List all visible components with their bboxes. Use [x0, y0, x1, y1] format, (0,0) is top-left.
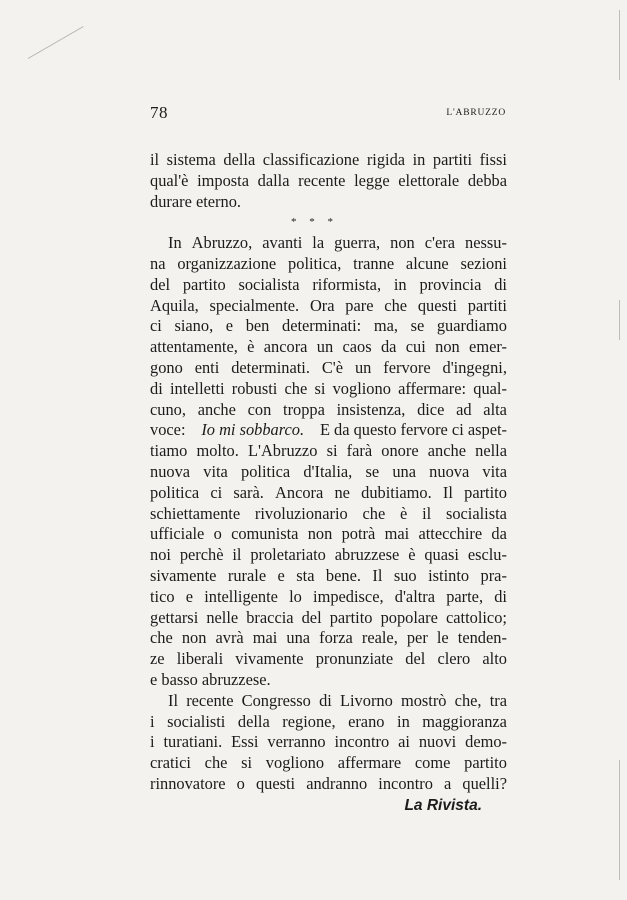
word: della [223, 150, 256, 169]
text-line [150, 774, 507, 795]
word: maggioranza [422, 711, 507, 731]
word: o [236, 773, 245, 793]
word: robusti [231, 378, 278, 398]
word: e [277, 565, 285, 585]
word: parte, [446, 586, 484, 606]
body-text [150, 150, 507, 817]
word: affermare: [398, 378, 467, 398]
word: erano [348, 711, 385, 731]
text-line [150, 254, 507, 275]
text-line [150, 524, 507, 545]
word: non [390, 233, 415, 253]
word: politica [241, 461, 291, 481]
text-line [150, 233, 507, 254]
word: sta [296, 565, 315, 585]
word: partito [464, 482, 507, 502]
word: alcune [405, 253, 449, 273]
word: il [422, 503, 432, 523]
word: Abruzzo, [191, 233, 253, 253]
word: gono [150, 357, 183, 377]
word: di [494, 586, 507, 606]
text-fragment: E da questo fervore ci aspet- [319, 420, 507, 440]
text-line [150, 566, 507, 587]
word: ben [245, 316, 270, 336]
word: molto. [196, 441, 239, 461]
word: in [412, 150, 426, 169]
word: ai [398, 732, 410, 752]
word: determinati: [282, 316, 362, 336]
text-line [150, 441, 507, 462]
text-line [150, 337, 507, 358]
word: intelletti [169, 378, 225, 398]
word: di [494, 274, 507, 294]
word: insistenza, [336, 399, 406, 419]
word: incontro [378, 773, 433, 793]
word: popolare [380, 607, 438, 627]
word: d'altra [394, 586, 436, 606]
word: anche [427, 441, 466, 461]
page-edge-line [619, 10, 620, 80]
page-edge-line [619, 300, 620, 340]
word: i [150, 732, 155, 752]
text-line: e basso abruzzese. [150, 669, 271, 689]
word: guerra, [334, 233, 381, 253]
word: di [319, 690, 332, 710]
word: i [150, 711, 155, 731]
word: gettarsi [150, 607, 199, 627]
word: vogliono [332, 378, 391, 398]
word: anche [197, 399, 236, 419]
word: rinnovatore [150, 773, 226, 793]
word: Ora [309, 295, 335, 315]
word: liberali [176, 649, 224, 669]
word: o [213, 524, 222, 544]
signature: La Rivista. [404, 796, 482, 814]
word: del [150, 274, 171, 294]
word: d'Italia, [303, 461, 353, 481]
word: vita [203, 461, 228, 481]
word: si [241, 753, 253, 773]
word: politica, [288, 253, 342, 273]
word: Il [372, 565, 383, 585]
word: socialista [238, 274, 300, 294]
word: na [150, 253, 166, 273]
word: una [286, 628, 311, 648]
word: elettorale [398, 170, 460, 190]
word: se [410, 316, 425, 336]
word: imposta [197, 170, 249, 190]
word: attentamente, [150, 337, 238, 357]
word: specialmente. [209, 295, 300, 315]
word: Livorno [339, 690, 393, 710]
word: troppa [283, 399, 325, 419]
word: reale, [361, 628, 398, 648]
word: provincia [419, 274, 482, 294]
word: incontro [334, 732, 390, 752]
text-line [150, 483, 507, 504]
word: che [384, 295, 408, 315]
word: Ancora [275, 482, 324, 502]
word: guardiamo [436, 316, 507, 336]
word: verranno [267, 732, 326, 752]
word: alto [482, 649, 507, 669]
word: legge [354, 170, 390, 190]
word: L'Abruzzo [248, 441, 318, 461]
word: ci [210, 482, 223, 502]
word: si [314, 378, 326, 398]
word: sistema [166, 150, 216, 169]
word: nella [475, 441, 507, 461]
text-line [150, 379, 507, 400]
word: istinto [428, 565, 470, 585]
word: avanti [262, 233, 303, 253]
word: C'è [321, 357, 344, 377]
word: nuova [429, 461, 470, 481]
text-line [150, 691, 507, 712]
text-fragment: voce: [150, 420, 186, 440]
word: partito [464, 753, 507, 773]
word: onore [381, 441, 419, 461]
text-line [150, 150, 507, 171]
word: partiti [432, 150, 473, 169]
word: intelligente [204, 586, 278, 606]
text-line [150, 608, 507, 629]
word: mai [252, 628, 278, 648]
word: pare [345, 295, 374, 315]
word: classificazione [262, 150, 360, 169]
word: si [326, 441, 338, 461]
word: attecchire [418, 524, 483, 544]
word: che, [454, 690, 482, 710]
word: del [301, 607, 322, 627]
italic-quote: Io mi sobbarco. [201, 420, 305, 440]
word: è [408, 545, 416, 565]
word: avrà [215, 628, 244, 648]
word: questi [417, 295, 457, 315]
word: un [316, 337, 334, 357]
word: mostrò [400, 690, 447, 710]
word: sivamente [150, 565, 217, 585]
word: quelli? [462, 773, 507, 793]
word: cuno, [150, 399, 186, 419]
word: di [150, 378, 163, 398]
word: che [362, 503, 386, 523]
word: ci [150, 316, 162, 336]
word: partito [182, 274, 226, 294]
word: caos [342, 337, 372, 357]
word: clero [437, 649, 471, 669]
text-line [150, 400, 507, 421]
word: d'ingegni, [442, 357, 507, 377]
text-line [150, 753, 507, 774]
word: perchè [179, 545, 224, 565]
word: in [393, 274, 407, 294]
word: le [436, 628, 449, 648]
word: pronunziate [315, 649, 394, 669]
word: che [204, 753, 228, 773]
word: sarà. [233, 482, 264, 502]
word: per [406, 628, 428, 648]
word: ufficiale [150, 524, 205, 544]
word: dice [417, 399, 445, 419]
word: ze [150, 649, 165, 669]
page-header [150, 103, 506, 123]
word: nessu- [465, 233, 507, 253]
word: dubitiamo. [361, 482, 432, 502]
word: suo [393, 565, 417, 585]
word: nelle [206, 607, 239, 627]
word: sezioni [460, 253, 507, 273]
text-line [150, 504, 507, 525]
text-line [150, 649, 507, 670]
word: vivamente [235, 649, 304, 669]
text-line [150, 275, 507, 296]
word: In [168, 233, 182, 253]
section-separator: * * * [291, 216, 338, 229]
word: è [400, 503, 408, 523]
word: dalla [257, 170, 290, 190]
word: socialisti [167, 711, 226, 731]
word: Congresso [241, 690, 311, 710]
word: proletariato [250, 545, 326, 565]
text-line [150, 316, 507, 337]
word: pra- [480, 565, 507, 585]
word: regione, [282, 711, 336, 731]
word: noi [150, 545, 171, 565]
word: partito [329, 607, 373, 627]
running-head: L'ABRUZZO [446, 108, 506, 118]
word: qual- [473, 378, 507, 398]
word: quasi [424, 545, 459, 565]
word: non [181, 628, 207, 648]
word: Aquila, [150, 295, 199, 315]
word: mai [384, 524, 410, 544]
word: alta [483, 399, 507, 419]
word: questi [255, 773, 296, 793]
word: se [365, 461, 380, 481]
word: abruzzese [334, 545, 400, 565]
word: rurale [227, 565, 267, 585]
word: cratici [150, 753, 191, 773]
word: demo- [465, 732, 507, 752]
word: organizzazione [177, 253, 277, 273]
word: e [225, 316, 234, 336]
word: nuovi [418, 732, 457, 752]
word: affermare [337, 753, 402, 773]
word: potrà [341, 524, 376, 544]
word: fissi [479, 150, 507, 169]
text-line [150, 712, 507, 733]
word: rigida [366, 150, 406, 169]
word: del [405, 649, 426, 669]
word: in [397, 711, 410, 731]
word: partiti [467, 295, 507, 315]
word: ancora [263, 337, 308, 357]
word: che [150, 628, 173, 648]
text-line [150, 296, 507, 317]
word: il [150, 150, 160, 169]
word: determinati. [231, 357, 310, 377]
word: il [232, 545, 242, 565]
word: con [247, 399, 272, 419]
page-edge-line [619, 760, 620, 880]
word: Essi [231, 732, 259, 752]
text-line: durare eterno. [150, 191, 242, 211]
word: è [247, 337, 255, 357]
text-line [150, 628, 507, 649]
word: da [491, 524, 507, 544]
word: farà [346, 441, 373, 461]
word: bene. [325, 565, 361, 585]
word: tra [489, 690, 507, 710]
word: tiamo [150, 441, 188, 461]
word: ne [334, 482, 350, 502]
word: recente [298, 170, 346, 190]
word: debba [467, 170, 507, 190]
word: turatiani. [163, 732, 223, 752]
word: non [307, 524, 333, 544]
word: qual'è [150, 170, 189, 190]
word: a [444, 773, 452, 793]
word: vogliono [265, 753, 325, 773]
text-line [150, 358, 507, 379]
word: nuova [150, 461, 191, 481]
word: emer- [469, 337, 507, 357]
word: c'era [424, 233, 455, 253]
word: e [185, 586, 194, 606]
text-line [150, 420, 507, 441]
word: un [354, 357, 372, 377]
text-line [150, 545, 507, 566]
word: lo [289, 586, 302, 606]
word: Il [442, 482, 453, 502]
word: comunista [231, 524, 299, 544]
text-line [150, 732, 507, 753]
word: politica [150, 482, 200, 502]
word: che [284, 378, 308, 398]
word: schiettamente [150, 503, 241, 523]
text-line [150, 462, 507, 483]
word: riformista, [312, 274, 382, 294]
word: recente [186, 690, 234, 710]
word: ad [456, 399, 472, 419]
word: braccia [246, 607, 294, 627]
word: tenden- [457, 628, 507, 648]
word: rivoluzionario [254, 503, 348, 523]
text-line [150, 171, 507, 192]
word: della [237, 711, 270, 731]
word: da [380, 337, 397, 357]
word: una [392, 461, 416, 481]
word: enti [194, 357, 220, 377]
word: esclu- [467, 545, 507, 565]
word: vita [482, 461, 507, 481]
page-number: 78 [150, 103, 168, 122]
word: forza [319, 628, 353, 648]
scan-artifact-mark [28, 26, 84, 59]
text-line [150, 587, 507, 608]
word: la [312, 233, 325, 253]
word: non [435, 337, 460, 357]
word: socialista [445, 503, 507, 523]
word: cui [405, 337, 426, 357]
word: tranne [353, 253, 395, 273]
word: impedisce, [313, 586, 384, 606]
word: cattolico; [445, 607, 507, 627]
word: fervore [383, 357, 431, 377]
word: tico [150, 586, 175, 606]
word: Il [168, 690, 179, 710]
word: come [414, 753, 451, 773]
word: andranno [306, 773, 368, 793]
word: siano, [174, 316, 214, 336]
word: ma, [373, 316, 398, 336]
